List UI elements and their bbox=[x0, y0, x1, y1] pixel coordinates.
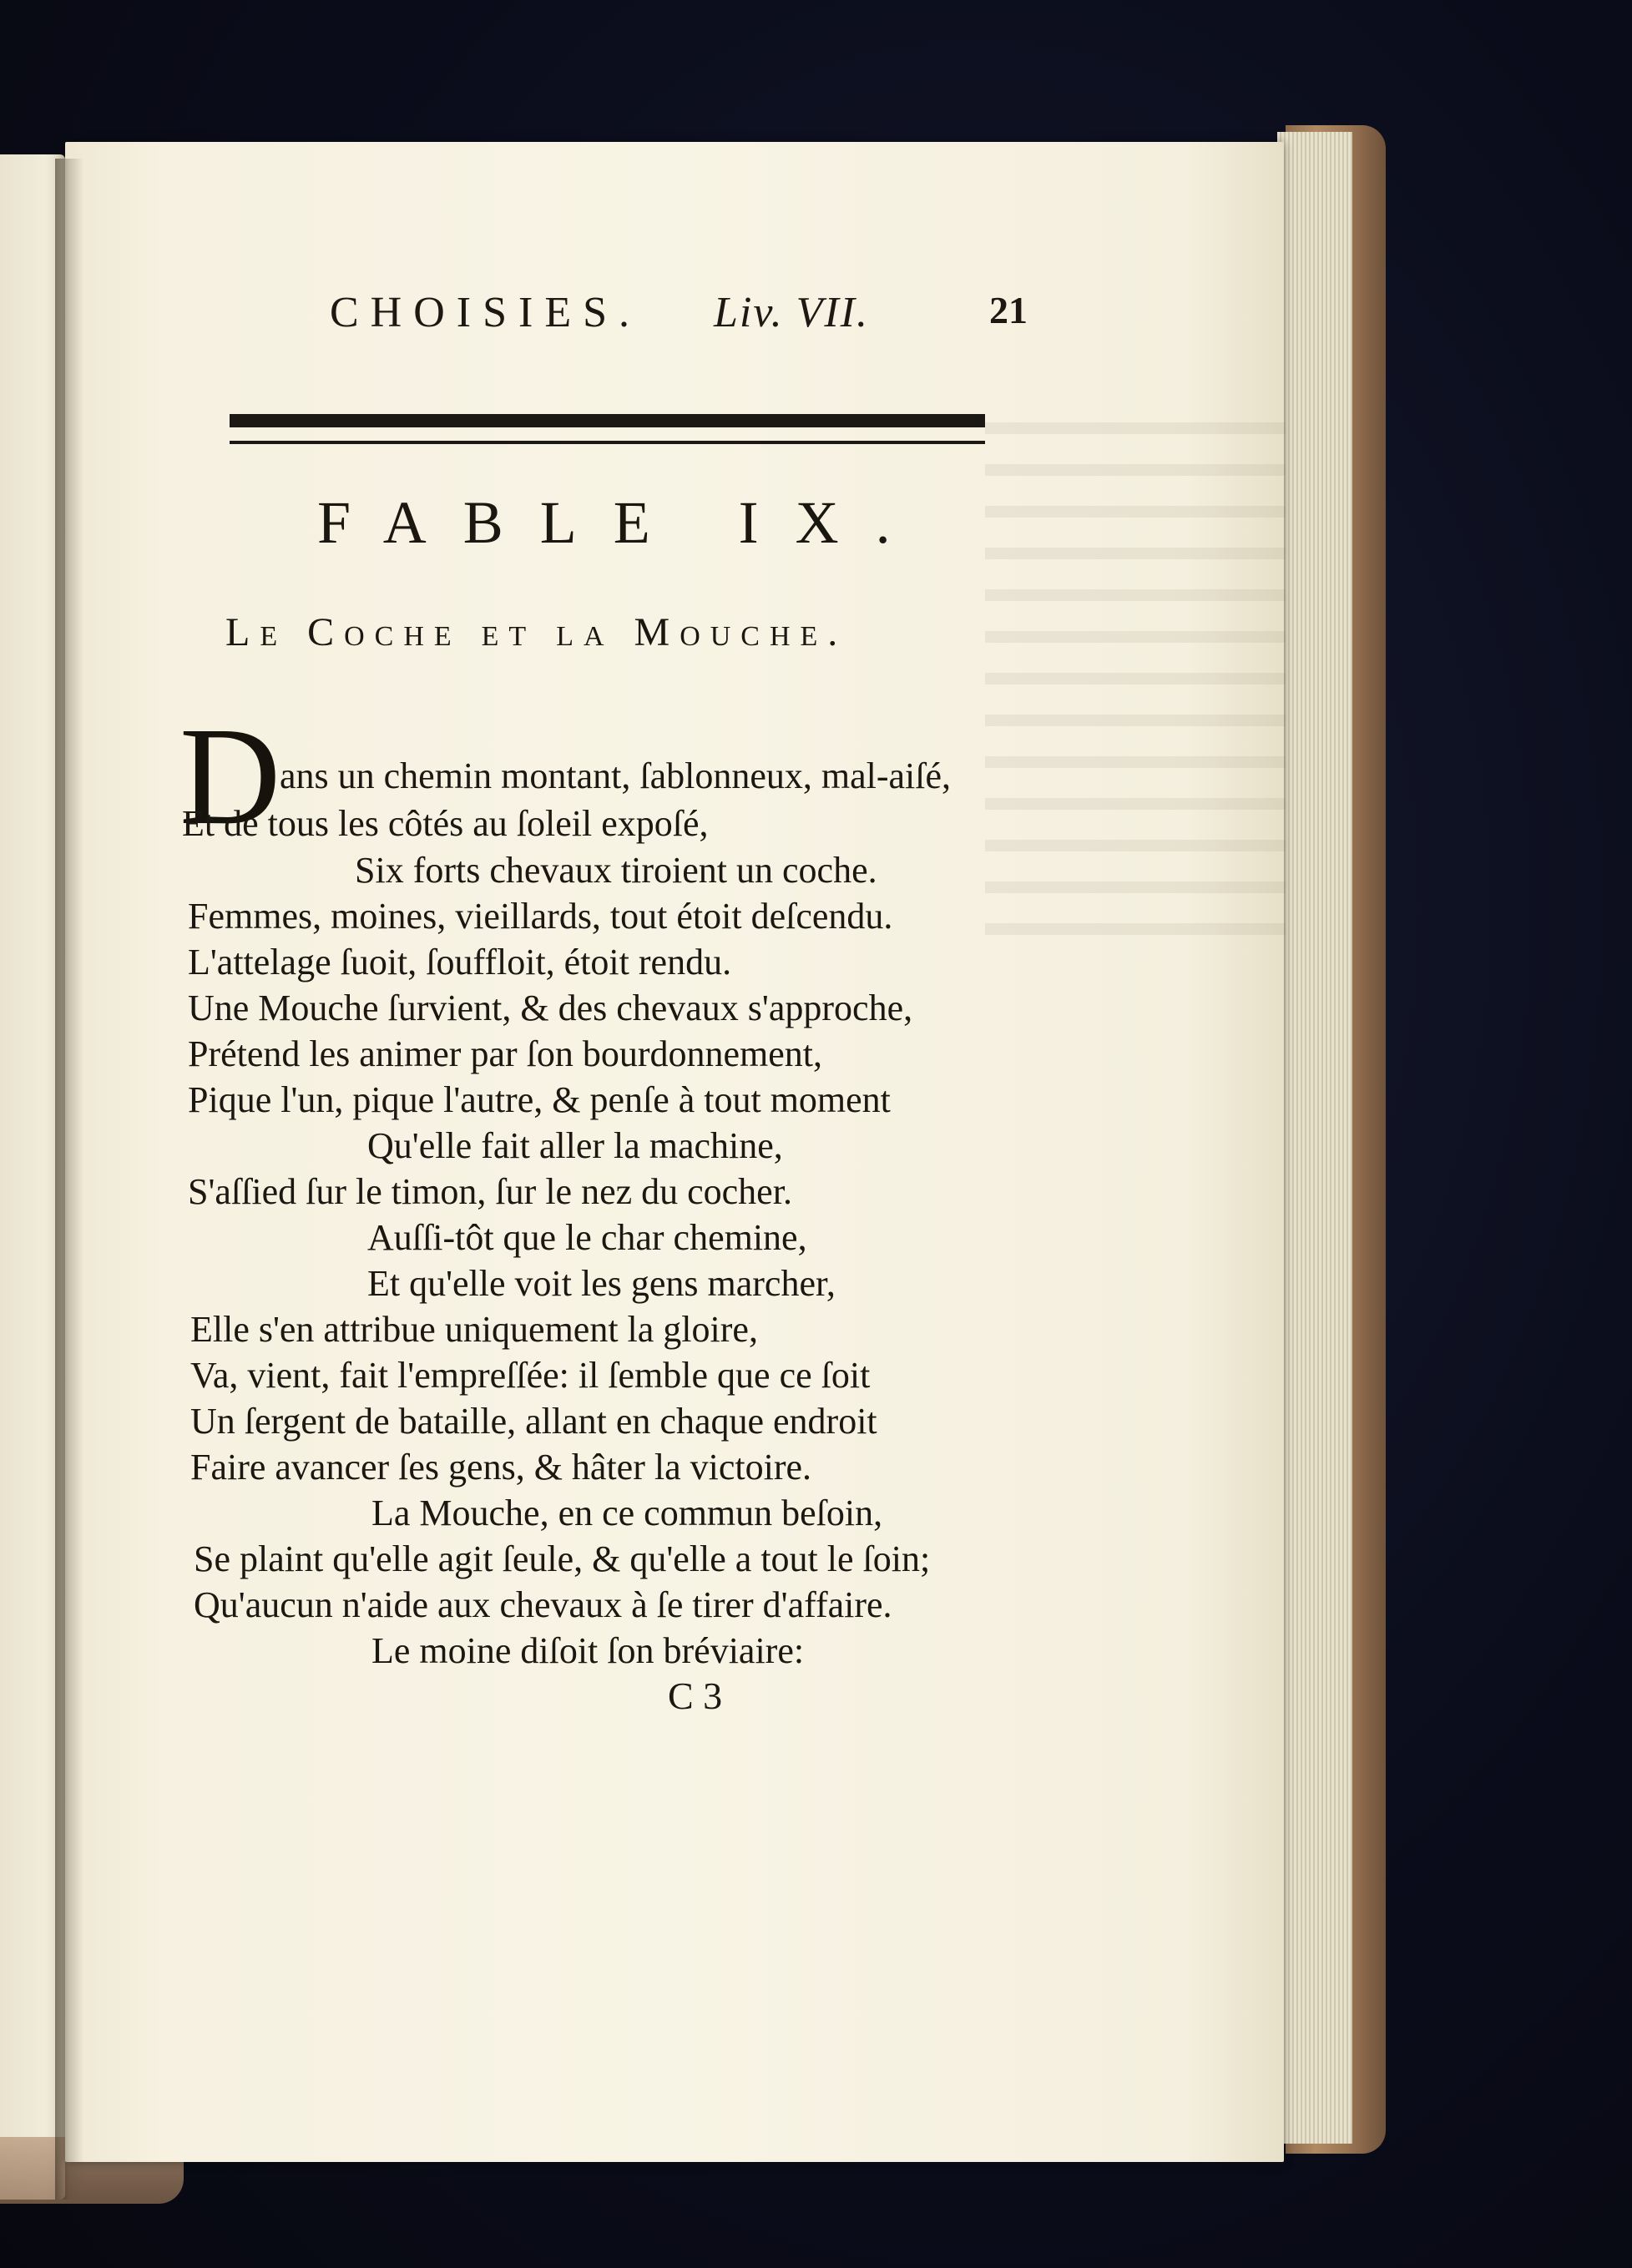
running-head-title: CHOISIES. bbox=[330, 289, 642, 336]
verse-line: Femmes, moines, vieillards, tout étoit deſcendu. bbox=[188, 896, 893, 937]
verse-line: ans un chemin montant, ſablonneux, mal-aiſé, bbox=[280, 755, 952, 796]
running-head-book: Liv. VII. bbox=[714, 289, 869, 336]
verse-line: L'attelage ſuoit, ſouffloit, étoit rendu. bbox=[188, 942, 732, 982]
verse-line: S'aſſied ſur le timon, ſur le nez du cocher. bbox=[188, 1171, 792, 1212]
verse-line: Une Mouche ſurvient, & des chevaux s'approche, bbox=[188, 988, 913, 1028]
verse-line: Elle s'en attribue uniquement la gloire, bbox=[190, 1309, 758, 1350]
running-head bbox=[330, 288, 1064, 346]
verse-line: Six forts chevaux tiroient un coche. bbox=[355, 850, 877, 891]
verse-line: La Mouche, en ce commun beſoin, bbox=[371, 1493, 883, 1533]
verse-line: Se plaint qu'elle agit ſeule, & qu'elle a tout le ſoin; bbox=[194, 1538, 931, 1579]
signature-mark: C 3 bbox=[668, 1674, 723, 1717]
page-edges bbox=[1277, 132, 1352, 2144]
verse-line: Et de tous les côtés au ſoleil expoſé, bbox=[182, 803, 709, 844]
verse-line: Qu'elle fait aller la machine, bbox=[367, 1125, 783, 1166]
verse-line: Et qu'elle voit les gens marcher, bbox=[367, 1263, 836, 1304]
verse-line: Faire avancer ſes gens, & hâter la victoire. bbox=[190, 1447, 812, 1488]
verse-line: Auſſi-tôt que le char chemine, bbox=[367, 1217, 807, 1258]
gutter-shadow bbox=[55, 159, 83, 2200]
ornamental-rule-thin bbox=[230, 441, 985, 444]
verse-line: Le moine diſoit ſon bréviaire: bbox=[371, 1630, 805, 1671]
verse-line: Qu'aucun n'aide aux chevaux à ſe tirer d'affaire. bbox=[194, 1584, 892, 1625]
verse-line: Un ſergent de bataille, allant en chaque endroit bbox=[190, 1401, 877, 1442]
fable-title: Le Coche et la Mouche. bbox=[225, 610, 848, 654]
verse-line: Prétend les animer par ſon bourdonnement, bbox=[188, 1033, 823, 1074]
drop-cap: D bbox=[179, 699, 281, 854]
bleed-through bbox=[985, 392, 1286, 960]
verse-line: Va, vient, fait l'empreſſée: il ſemble que ce ſoit bbox=[190, 1355, 871, 1396]
verse-line: Pique l'un, pique l'autre, & penſe à tout moment bbox=[188, 1079, 891, 1120]
ornamental-rule-thick bbox=[230, 414, 985, 427]
fable-number: FABLE IX. bbox=[317, 489, 927, 556]
page-number: 21 bbox=[989, 289, 1028, 331]
